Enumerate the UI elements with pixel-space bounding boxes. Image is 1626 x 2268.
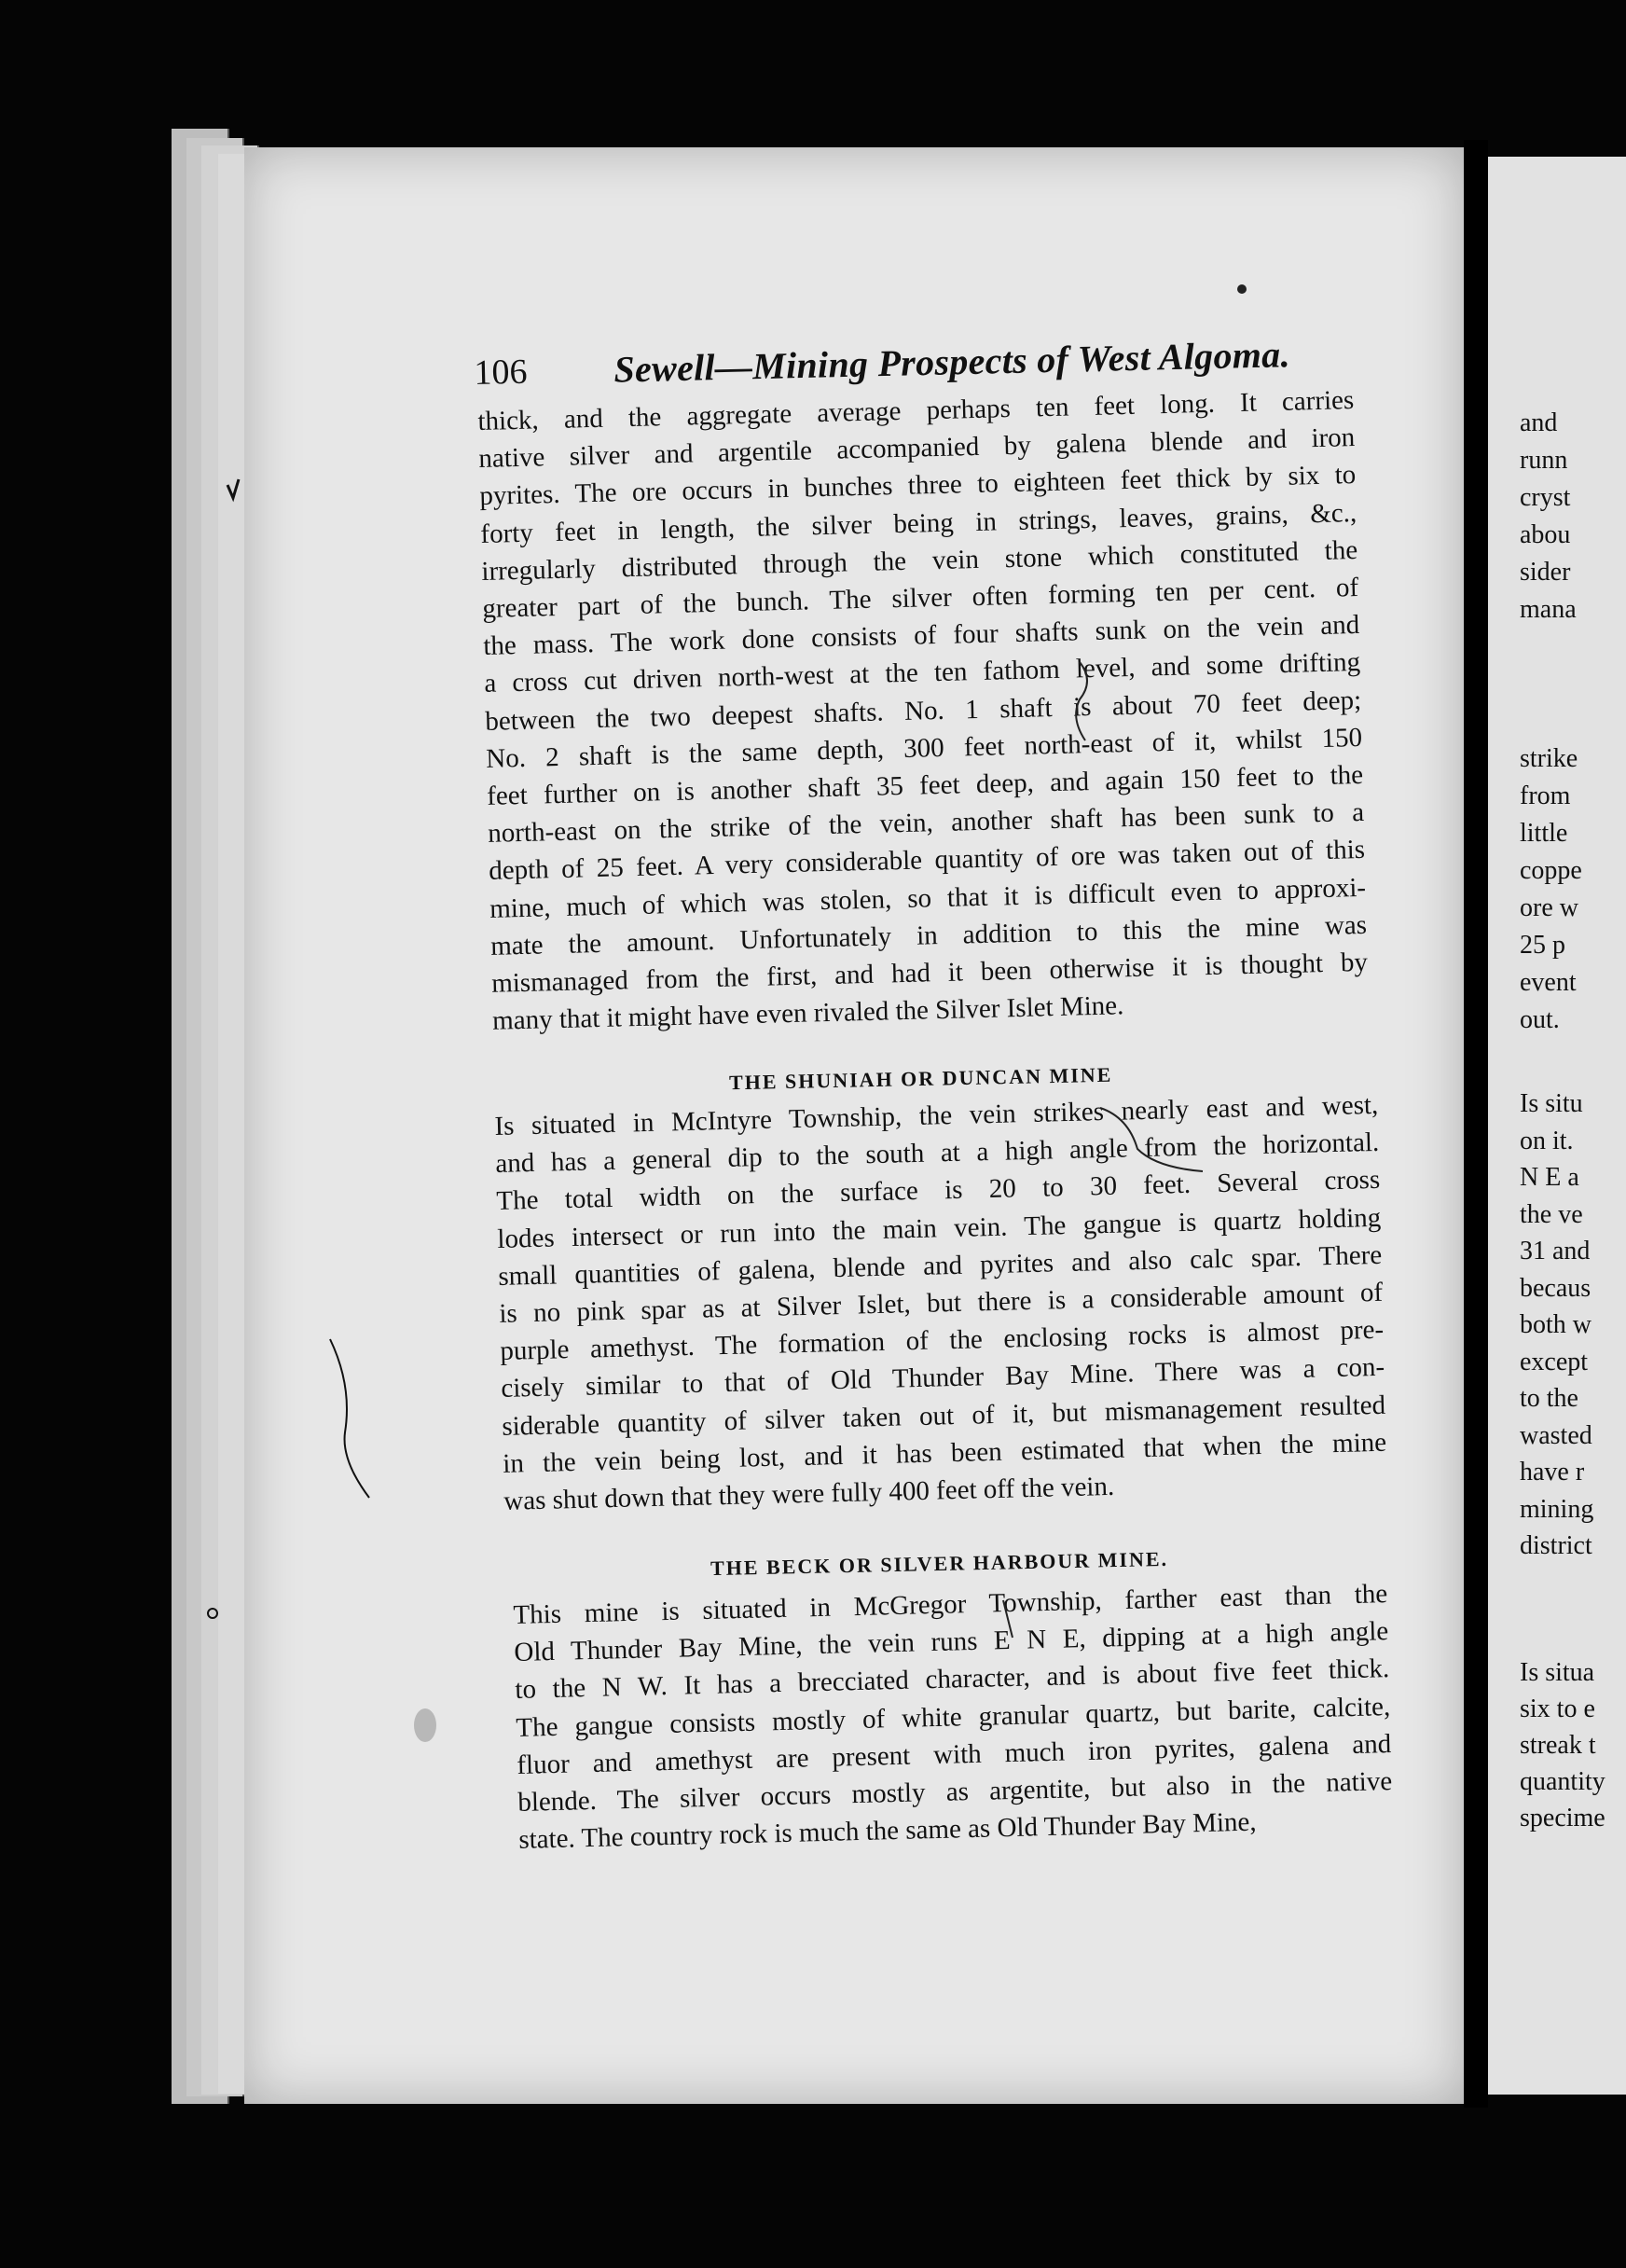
section-heading-beck: THE BECK OR SILVER HARBOUR MINE.	[710, 1546, 1169, 1581]
facing-page-line: wasted	[1520, 1420, 1592, 1450]
facing-page-line: coppe	[1520, 856, 1582, 885]
text-line: is no pink spar as at Silver Islet, but there is a considerable amount of	[499, 1277, 1384, 1329]
facing-page-line: to the	[1520, 1384, 1578, 1413]
facing-page-line: on it.	[1520, 1126, 1574, 1155]
section-heading-shuniah: THE SHUNIAH OR DUNCAN MINE	[728, 1062, 1113, 1095]
text-line: feet further on is another shaft 35 feet deep, and again 150 feet to the	[486, 759, 1364, 811]
facing-page-line: specime	[1520, 1804, 1605, 1832]
text-line: in the vein being lost, and it has been estimated that when the mine	[502, 1427, 1387, 1479]
page-number: 106	[474, 352, 528, 393]
text-line: purple amethyst. The formation of the enclosing rocks is almost pre-	[499, 1314, 1385, 1367]
text-line: This mine is situated in McGregor Township, farther east than the	[513, 1579, 1388, 1630]
text-line: native silver and argentile accompanied by galena blende and iron	[478, 422, 1356, 475]
text-line: to the N W. It has a brecciated character, and is about five feet thick.	[515, 1653, 1390, 1706]
text-line: cisely similar to that of Old Thunder Bay Mine. There was a con-	[500, 1352, 1385, 1404]
facing-page-line: the ve	[1520, 1199, 1583, 1229]
text-line: mine, much of which was stolen, so that it is difficult even to approxi-	[489, 872, 1367, 924]
text-line: Is situated in McIntyre Township, the vein strikes nearly east and west,	[494, 1089, 1379, 1141]
facing-page-line: becaus	[1520, 1273, 1592, 1303]
facing-page-line: streak t	[1520, 1731, 1596, 1760]
text-line: depth of 25 feet. A very considerable quantity of ore was taken out of this	[488, 835, 1366, 887]
facing-page-line: abou	[1520, 520, 1571, 549]
text-line: fluor and amethyst are present with much iron pyrites, galena and	[517, 1728, 1392, 1780]
facing-page-line: both w	[1520, 1310, 1592, 1339]
running-head: Sewell—Mining Prospects of West Algoma.	[613, 333, 1291, 391]
paragraph-shuniah	[494, 1086, 1388, 1520]
facing-page-line: from	[1520, 781, 1571, 810]
text-line: a cross cut driven north-west at the ten fathom level, and some drifting	[483, 647, 1361, 699]
facing-page-line: and	[1520, 408, 1558, 437]
text-line: No. 2 shaft is the same depth, 300 feet north-east of it, whilst 150	[485, 722, 1363, 774]
facing-page-line: quantity	[1520, 1767, 1605, 1796]
facing-page-line: ore w	[1520, 893, 1578, 922]
facing-page-line: Is situa	[1520, 1658, 1595, 1687]
text-line: siderable quantity of silver taken out of it, but mismanagement resulted	[501, 1390, 1386, 1442]
text-line: many that it might have even rivaled the Silver Islet Mine.	[491, 990, 1124, 1037]
facing-page-line: 31 and	[1520, 1237, 1591, 1265]
facing-page-line: cryst	[1520, 483, 1571, 512]
facing-page-line: event	[1520, 968, 1577, 997]
facing-page-line: Is situ	[1520, 1089, 1583, 1118]
text-line: lodes intersect or run into the main vein. The gangue is quartz holding	[497, 1202, 1382, 1254]
text-line: forty feet in length, the silver being in strings, leaves, grains, &c.,	[480, 497, 1357, 549]
text-line: pyrites. The ore occurs in bunches three to eighteen feet thick by six to	[479, 460, 1357, 512]
right-page	[1488, 157, 1626, 2095]
paragraph-beck	[513, 1575, 1394, 1859]
text-line: was shut down that they were fully 400 feet off the vein.	[503, 1471, 1115, 1516]
facing-page-line: 25 p	[1520, 931, 1565, 960]
text-line: thick, and the aggregate average perhaps ten feet long. It carries	[477, 385, 1355, 436]
text-line: the mass. The work done consists of four shafts sunk on the vein and	[482, 610, 1360, 662]
text-line: greater part of the bunch. The silver often forming ten per cent. of	[482, 572, 1359, 624]
facing-page-line: mining	[1520, 1494, 1594, 1524]
facing-page-line: mana	[1520, 595, 1577, 624]
facing-page-line: little	[1520, 819, 1568, 848]
text-line: The gangue consists mostly of white granular quartz, but barite, calcite,	[516, 1691, 1391, 1743]
text-line: Old Thunder Bay Mine, the vein runs E N E, dipping at a high angle	[514, 1616, 1389, 1668]
facing-page-line: sider	[1520, 558, 1571, 587]
text-line: small quantities of galena, blende and pyrites and also calc spar. There	[498, 1239, 1383, 1292]
facing-page-line: six to e	[1520, 1694, 1595, 1723]
text-line: mate the amount. Unfortunately in addition to this the mine was	[489, 909, 1368, 961]
book-gutter	[1464, 140, 1488, 2108]
text-line: between the two deepest shafts. No. 1 shaft is about 70 feet deep;	[484, 685, 1362, 737]
facing-page-line: runn	[1520, 446, 1568, 475]
text-line: state. The country rock is much the same as Old Thunder Bay Mine,	[517, 1806, 1257, 1856]
text-line: blende. The silver occurs mostly as argentite, but also in the native	[517, 1766, 1393, 1818]
text-line: The total width on the surface is 20 to 30 feet. Several cross	[496, 1165, 1381, 1217]
facing-page-line: N E a	[1520, 1163, 1579, 1192]
text-line: irregularly distributed through the vein stone which constituted the	[481, 534, 1358, 587]
facing-page-line: strike	[1520, 744, 1578, 773]
paragraph-old-thunder-bay	[477, 381, 1369, 1040]
text-line: and has a general dip to the south at a high angle from the horizontal.	[495, 1127, 1380, 1180]
facing-page-line: have r	[1520, 1458, 1585, 1487]
facing-page-line: except	[1520, 1347, 1589, 1376]
text-line: north-east on the strike of the vein, another shaft has been sunk to a	[487, 797, 1365, 850]
facing-page-line: district	[1520, 1531, 1592, 1560]
facing-page-line: out.	[1520, 1005, 1560, 1034]
text-line: mismanaged from the first, and had it been otherwise it is thought by	[490, 947, 1369, 999]
